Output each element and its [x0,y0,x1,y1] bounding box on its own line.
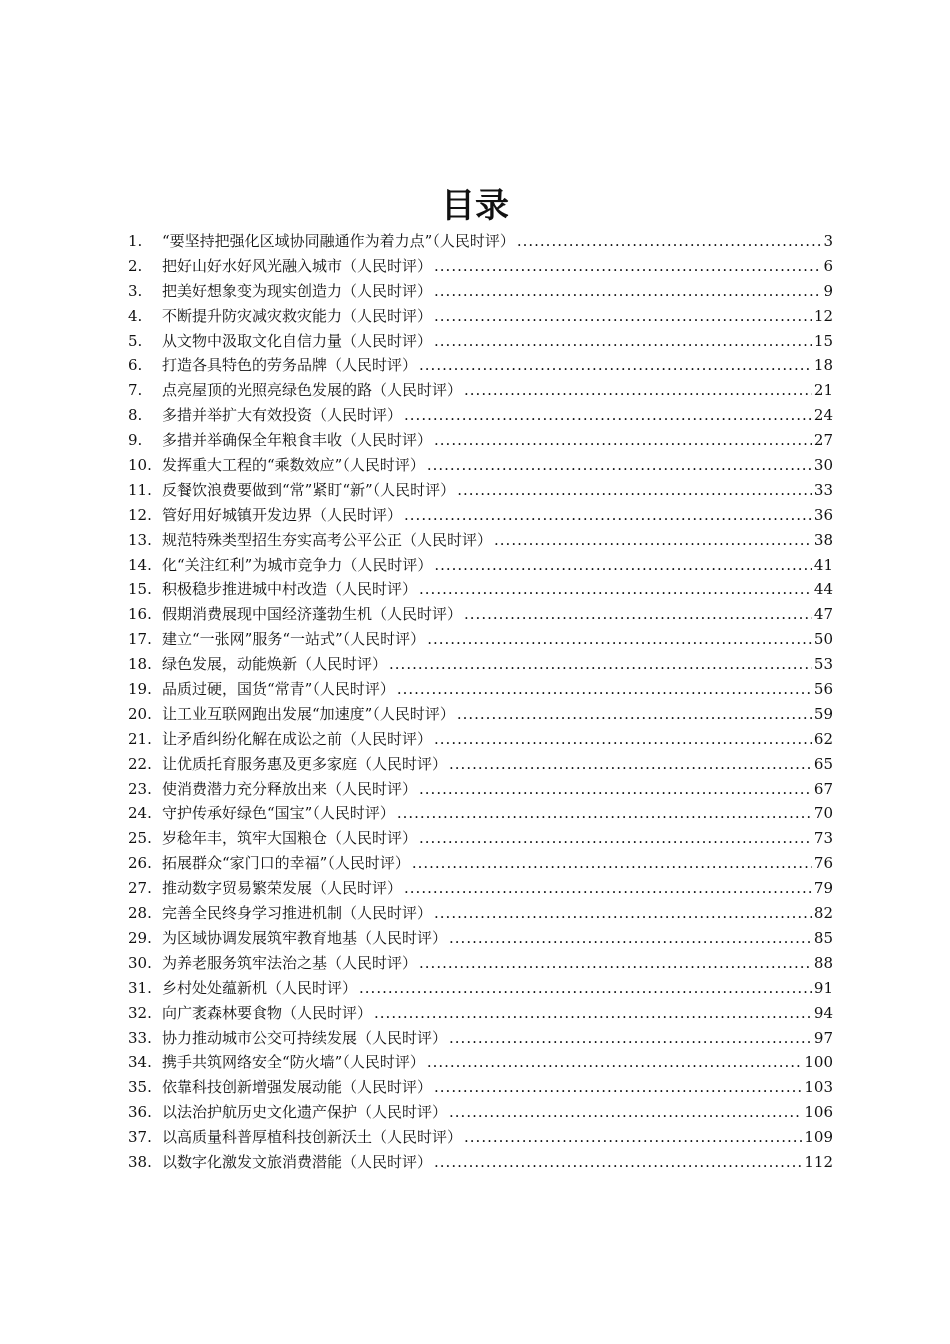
toc-dot-leader [449,752,812,777]
toc-entry-page-number: 59 [813,704,833,723]
toc-entry-page-number: 85 [813,928,833,947]
toc-entry-title: 为区域协调发展筑牢教育地基（人民时评） [162,928,448,947]
toc-entry-title: 携手共筑网络安全“防火墙”（人民时评） [162,1053,425,1072]
toc-entry-page-number: 44 [813,580,833,599]
toc-entry-number: 21. [128,729,152,748]
toc-entry-title: 岁稔年丰，筑牢大国粮仓（人民时评） [162,829,418,848]
toc-dot-leader [464,378,812,403]
toc-entry-page-number: 53 [813,655,833,674]
toc-entry-title: 依靠科技创新增强发展动能（人民时评） [162,1078,433,1097]
toc-entry-page-number: 50 [813,630,833,649]
toc-entry-page-number: 6 [823,256,833,275]
toc-entry[interactable] [128,602,833,627]
toc-entry-page-number: 67 [813,779,833,798]
toc-dot-leader [457,478,812,503]
toc-entry-title: 完善全民终身学习推进机制（人民时评） [162,904,433,923]
toc-entry[interactable] [128,727,833,752]
toc-entry-title: 发挥重大工程的“乘数效应”（人民时评） [162,456,425,475]
toc-entry[interactable] [128,478,833,503]
toc-dot-leader [374,1001,812,1026]
toc-dot-leader [434,304,812,329]
toc-entry-page-number: 112 [804,1152,833,1171]
toc-entry-page-number: 106 [804,1103,833,1122]
toc-entry-number: 28. [128,904,152,923]
toc-entry[interactable] [128,627,833,652]
toc-entry-page-number: 100 [804,1053,833,1072]
toc-entry-number: 15. [128,580,152,599]
toc-entry[interactable] [128,403,833,428]
toc-entry-title: 使消费潜力充分释放出来（人民时评） [162,779,418,798]
toc-entry[interactable] [128,976,833,1001]
toc-entry-page-number: 18 [813,356,833,375]
toc-entry-number: 9. [128,431,143,450]
toc-entry-title: 让矛盾纠纷化解在成讼之前（人民时评） [162,729,433,748]
toc-entry-title: 多措并举扩大有效投资（人民时评） [162,406,403,425]
toc-entry[interactable] [128,826,833,851]
toc-entry-title: 以数字化激发文旅消费潜能（人民时评） [162,1152,433,1171]
toc-dot-leader [464,602,812,627]
toc-entry[interactable] [128,453,833,478]
toc-dot-leader [434,279,821,304]
toc-entry[interactable] [128,378,833,403]
toc-entry-title: 以法治护航历史文化遗产保护（人民时评） [162,1103,448,1122]
toc-entry-number: 14. [128,555,152,574]
toc-entry-title: 点亮屋顶的光照亮绿色发展的路（人民时评） [162,381,463,400]
toc-entry-page-number: 12 [813,306,833,325]
toc-entry[interactable] [128,553,833,578]
toc-entry[interactable] [128,304,833,329]
toc-entry-title: 积极稳步推进城中村改造（人民时评） [162,580,418,599]
toc-dot-leader [412,851,812,876]
toc-entry-number: 23. [128,779,152,798]
toc-entry[interactable] [128,777,833,802]
toc-entry-page-number: 3 [823,232,833,250]
toc-entry-page-number: 30 [813,456,833,475]
toc-entry-title: “要坚持把强化区域协同融通作为着力点”（人民时评） [162,232,515,250]
toc-entry-page-number: 88 [813,953,833,972]
toc-entry-number: 20. [128,704,152,723]
toc-entry[interactable] [128,801,833,826]
toc-entry-title: 乡村处处蕴新机（人民时评） [162,978,358,997]
toc-entry[interactable] [128,353,833,378]
toc-entry[interactable] [128,1001,833,1026]
toc-entry-number: 24. [128,804,152,823]
toc-entry-number: 16. [128,605,152,624]
toc-entry-title: 把美好想象变为现实创造力（人民时评） [162,281,433,300]
toc-entry[interactable] [128,677,833,702]
toc-entry-number: 26. [128,854,152,873]
toc-entry-number: 18. [128,655,152,674]
toc-entry[interactable] [128,926,833,951]
toc-entry-page-number: 76 [813,854,833,873]
toc-dot-leader [434,727,812,752]
toc-dot-leader [449,926,812,951]
toc-entry-title: 从文物中汲取文化自信力量（人民时评） [162,331,433,350]
toc-entry-page-number: 82 [813,904,833,923]
toc-entry-number: 29. [128,928,152,947]
toc-dot-leader [419,826,812,851]
toc-entry-number: 34. [128,1053,152,1072]
toc-entry-page-number: 47 [813,605,833,624]
toc-dot-leader [419,951,812,976]
toc-entry-number: 4. [128,306,143,325]
toc-dot-leader [397,677,812,702]
toc-entry-number: 25. [128,829,152,848]
toc-entry-number: 32. [128,1003,152,1022]
toc-dot-leader [494,528,812,553]
toc-entry-page-number: 27 [813,431,833,450]
toc-dot-leader [427,627,812,652]
toc-entry-title: 打造各具特色的劳务品牌（人民时评） [162,356,418,375]
toc-dot-leader [434,1075,802,1100]
toc-dot-leader [427,453,812,478]
toc-entry[interactable] [128,901,833,926]
toc-entry[interactable] [128,876,833,901]
toc-entry[interactable] [128,1100,833,1125]
toc-dot-leader [434,254,821,279]
toc-entry[interactable] [128,851,833,876]
toc-dot-leader [517,229,822,254]
toc-entry-page-number: 33 [813,480,833,499]
toc-entry-page-number: 15 [813,331,833,350]
toc-entry[interactable] [128,528,833,553]
toc-entry-page-number: 91 [813,978,833,997]
toc-entry-number: 5. [128,331,143,350]
toc-entry[interactable] [128,1125,833,1150]
toc-entry[interactable] [128,229,833,254]
toc-dot-leader [404,876,812,901]
toc-dot-leader [397,801,812,826]
toc-entry[interactable] [128,428,833,453]
toc-entry-title: 品质过硬，国货“常青”（人民时评） [162,680,395,699]
toc-entry-title: 守护传承好绿色“国宝”（人民时评） [162,804,395,823]
toc-entry-number: 11. [128,480,152,499]
toc-entry-page-number: 41 [813,555,833,574]
toc-entry-title: 以高质量科普厚植科技创新沃土（人民时评） [162,1128,463,1147]
toc-entry-title: 绿色发展，动能焕新（人民时评） [162,655,388,674]
toc-dot-leader [449,1026,812,1051]
toc-entry[interactable] [128,951,833,976]
toc-entry-page-number: 38 [813,530,833,549]
toc-entry[interactable] [128,1026,833,1051]
toc-entry-title: 化“关注红利”为城市竞争力（人民时评） [162,555,433,574]
toc-entry-title: 不断提升防灾减灾救灾能力（人民时评） [162,306,433,325]
toc-dot-leader [419,577,812,602]
toc-entry[interactable] [128,279,833,304]
toc-entry-title: 拓展群众“家门口的幸福”（人民时评） [162,854,410,873]
toc-entry-title: 多措并举确保全年粮食丰收（人民时评） [162,431,433,450]
toc-entry[interactable] [128,329,833,354]
toc-entry-title: 管好用好城镇开发边界（人民时评） [162,505,403,524]
toc-entry-page-number: 73 [813,829,833,848]
toc-entry[interactable] [128,1050,833,1075]
toc-entry-title: 假期消费展现中国经济蓬勃生机（人民时评） [162,605,463,624]
toc-entry-number: 33. [128,1028,152,1047]
toc-dot-leader [427,1050,803,1075]
toc-dot-leader [419,777,812,802]
toc-entry-title: 规范特殊类型招生夯实高考公平公正（人民时评） [162,530,493,549]
toc-entry-number: 6. [128,356,143,375]
toc-entry-title: 反餐饮浪费要做到“常”紧盯“新”（人民时评） [162,480,456,499]
toc-dot-leader [434,553,812,578]
toc-entry-page-number: 109 [804,1128,833,1147]
toc-entry-page-number: 97 [813,1028,833,1047]
toc-entry-page-number: 103 [804,1078,833,1097]
toc-entry-page-number: 62 [813,729,833,748]
toc-entry-number: 1. [128,232,143,250]
toc-entry[interactable] [128,752,833,777]
toc-entry-number: 12. [128,505,152,524]
toc-dot-leader [449,1100,802,1125]
toc-entry-page-number: 36 [813,505,833,524]
toc-dot-leader [434,428,812,453]
toc-entry-number: 31. [128,978,152,997]
toc-entry-number: 3. [128,281,143,300]
toc-entry-number: 38. [128,1152,152,1171]
toc-entry-page-number: 79 [813,879,833,898]
toc-entry-number: 10. [128,456,152,475]
toc-entry-number: 35. [128,1078,152,1097]
toc-entry[interactable] [128,577,833,602]
toc-dot-leader [389,652,812,677]
toc-entry-title: 建立“一张网”服务“一站式”（人民时评） [162,630,426,649]
toc-entry[interactable] [128,1075,833,1100]
toc-entry[interactable] [128,1150,833,1175]
toc-entry-number: 13. [128,530,152,549]
toc-entry-number: 7. [128,381,143,400]
toc-dot-leader [464,1125,802,1150]
toc-entry-title: 让工业互联网跑出发展“加速度”（人民时评） [162,704,455,723]
toc-entry-title: 让优质托育服务惠及更多家庭（人民时评） [162,754,448,773]
toc-dot-leader [404,403,812,428]
toc-dot-leader [359,976,812,1001]
toc-entry-page-number: 65 [813,754,833,773]
toc-entry-title: 向广袤森林要食物（人民时评） [162,1003,373,1022]
toc-entry-number: 17. [128,630,152,649]
toc-entry-number: 27. [128,879,152,898]
toc-entry[interactable] [128,254,833,279]
toc-entry-page-number: 56 [813,680,833,699]
table-of-contents [128,229,833,1175]
toc-entry-title: 协力推动城市公交可持续发展（人民时评） [162,1028,448,1047]
toc-entry-number: 8. [128,406,143,425]
toc-entry-number: 36. [128,1103,152,1122]
toc-entry-title: 为养老服务筑牢法治之基（人民时评） [162,953,418,972]
toc-entry-page-number: 94 [813,1003,833,1022]
toc-dot-leader [434,901,812,926]
toc-entry-number: 2. [128,256,143,275]
toc-entry-page-number: 24 [813,406,833,425]
toc-dot-leader [404,503,812,528]
toc-entry[interactable] [128,652,833,677]
toc-entry-number: 19. [128,680,152,699]
toc-entry-title: 推动数字贸易繁荣发展（人民时评） [162,879,403,898]
page-title: 目录 [441,186,509,226]
toc-entry-page-number: 21 [813,381,833,400]
toc-dot-leader [434,1150,802,1175]
toc-entry-number: 22. [128,754,152,773]
toc-entry-page-number: 9 [823,281,833,300]
toc-dot-leader [419,353,812,378]
toc-entry-number: 30. [128,953,152,972]
toc-entry-page-number: 70 [813,804,833,823]
toc-entry-number: 37. [128,1128,152,1147]
toc-dot-leader [457,702,812,727]
toc-dot-leader [434,329,812,354]
toc-entry-title: 把好山好水好风光融入城市（人民时评） [162,256,433,275]
toc-entry[interactable] [128,503,833,528]
toc-entry[interactable] [128,702,833,727]
